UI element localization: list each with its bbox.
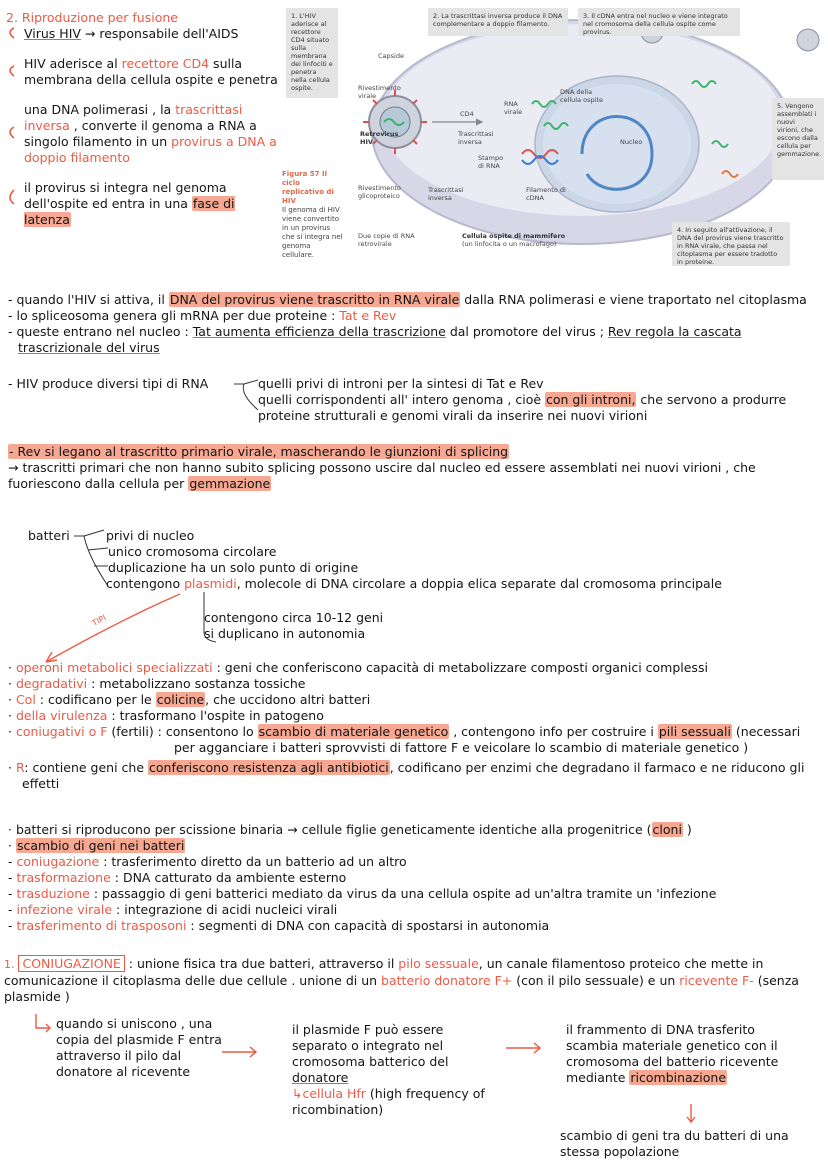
text: donatore xyxy=(292,1070,349,1085)
bacteria-feature-1: privi di nucleo xyxy=(106,528,195,543)
label-cellula-title: Cellula ospite di mammifero xyxy=(462,232,566,240)
label-nucleo: Nucleo xyxy=(620,138,643,146)
label-due-copie: Due copie di RNA retrovirale xyxy=(358,232,415,248)
text: quelli corrispondenti all' intero genoma , cioè xyxy=(258,392,545,407)
bacteria-feature-2: unico cromosoma circolare xyxy=(108,544,277,559)
text: fase di latenza xyxy=(24,196,235,227)
plasmid-arrows xyxy=(30,590,230,670)
repro-line: · batteri si riproducono per scissione binaria → cellule figlie geneticamente identiche alla progenitrice (cloni ) xyxy=(8,822,692,837)
text: R xyxy=(15,760,25,775)
text: sulla membrana della cellula ospite e penetra xyxy=(24,56,278,87)
rna-type-b xyxy=(258,392,818,424)
text: trascrittasi inversa xyxy=(24,102,243,133)
plasmid-prop-1: contengono circa 10-12 geni xyxy=(204,610,384,625)
conj-number: 1. xyxy=(4,958,15,971)
label-riv-glico: Rivestimento glicoproteico xyxy=(358,184,401,200)
virus-name: Virus HIV xyxy=(24,26,81,41)
text: Tat aumenta efficienza della trascrizione xyxy=(192,324,446,339)
text: DNA del provirus viene trascritto in RNA virale xyxy=(169,292,460,307)
down-arrow xyxy=(684,1104,698,1126)
text: HIV aderisce al xyxy=(24,56,122,71)
section-title: Riproduzione per fusione xyxy=(21,10,178,25)
hiv-notes-2 xyxy=(8,444,818,492)
section-heading xyxy=(6,10,281,26)
bacteria-lead: batteri xyxy=(28,528,70,543)
text: (fertili) xyxy=(107,724,154,739)
label-dna-ospite: DNA della cellula ospite xyxy=(560,88,604,104)
text: coniugazione xyxy=(16,854,100,869)
hiv-step-2 xyxy=(24,102,281,166)
text: - lo spliceosoma genera gli mRNA per due proteine : xyxy=(8,308,340,323)
text: : trasformano l'ospite in patogeno xyxy=(107,708,324,723)
conj-step-1: quando si uniscono , una copia del plasmide F entra attraverso il pilo dal donatore al ricevente xyxy=(56,1016,222,1079)
rev-note xyxy=(8,444,818,460)
text: ) xyxy=(682,822,692,837)
bracket-marks xyxy=(2,22,22,262)
text: pilo sessuale xyxy=(398,956,479,971)
text: con gli introni, xyxy=(546,392,636,407)
text: colicine xyxy=(156,692,205,707)
type-col: · Col : codificano per le colicine, che uccidono altri batteri xyxy=(8,692,371,707)
conj-step-3 xyxy=(566,1022,788,1086)
text: → trascritti primari che non hanno subito splicing possono uscire dal nucleo ed essere assemblati nei nuovi virioni , che fuoriescono dalla cellula per xyxy=(8,460,756,491)
label-trascrittasi-2: Trascrittasi inversa xyxy=(428,186,464,202)
label-riv-virale: Rivestimento virale xyxy=(358,84,401,100)
text: - Rev si legano al trascritto primario virale, mascherando le giunzioni di splicing xyxy=(9,444,509,459)
step-1-panel: 1. L'HIV aderisce al recettore CD4 situato sulla membrana dei linfociti e penetra nella cellula ospite. xyxy=(286,8,338,98)
rna-type-a: quelli privi di introni per la sintesi di Tat e Rev xyxy=(258,376,544,391)
figure-caption-title: Figura 57 Il ciclo replicativo di HIV xyxy=(282,170,334,205)
hiv-step-1 xyxy=(24,56,281,88)
text: una DNA polimerasi , la xyxy=(24,102,176,117)
hiv-note-2 xyxy=(8,308,818,324)
figure-caption xyxy=(282,170,344,260)
text: , converte il genoma a RNA a singolo filamento in un xyxy=(24,118,257,149)
hiv-rna-types-lead: - HIV produce diversi tipi di RNA xyxy=(8,376,209,391)
text: degradativi xyxy=(15,676,88,691)
section-number: 2. xyxy=(6,10,18,25)
text: : contiene geni che xyxy=(24,760,148,775)
plasmid-props xyxy=(204,610,504,642)
text: trasduzione xyxy=(16,886,90,901)
hiv-note-3 xyxy=(8,324,818,356)
text: trasferimento di trasposoni xyxy=(16,918,187,933)
text: (high frequency of ricombination) xyxy=(292,1086,485,1117)
text: conferiscono resistenza agli antibiotici xyxy=(149,760,389,775)
text: , un canale filamentoso proteico che mette in comunicazione il citoplasma delle due cellule . unione di un xyxy=(4,956,764,988)
text: : codificano per le xyxy=(35,692,156,707)
text: ricevente F- xyxy=(679,973,754,988)
text: : DNA catturato da ambiente esterno xyxy=(110,870,347,885)
text: : geni che conferiscono capacità di metabolizzare composti organici complessi xyxy=(212,660,708,675)
hiv-step-3 xyxy=(24,180,281,228)
type-r: · R: contiene geni che conferiscono resistenza agli antibiotici, codificano per enzimi che degradano il farmaco e ne riducono gli effetti xyxy=(8,760,805,791)
text: - quando l'HIV si attiva, il xyxy=(8,292,169,307)
plasmid-types xyxy=(8,660,820,792)
text: batterio donatore F+ xyxy=(381,973,513,988)
step-3-panel: 3. Il cDNA entra nel nucleo e viene integrato nel cromosoma della cellula ospite come provirus. xyxy=(578,8,740,36)
conj-step-2 xyxy=(292,1022,488,1118)
label-retrovirus: Retrovirus HIV xyxy=(360,130,399,146)
type-metabolici: · operoni metabolici specializzati : geni che conferiscono capacità di metabolizzare composti organici complessi xyxy=(8,660,708,675)
text: Tat e Rev xyxy=(339,308,397,323)
bacteria-repro xyxy=(8,822,820,934)
label-capside: Capside xyxy=(378,52,404,60)
text: coniugativi o F xyxy=(15,724,108,739)
text: , codificano per enzimi che degradano il farmaco e ne riducono gli effetti xyxy=(22,760,805,791)
hiv-rna-types xyxy=(258,376,818,424)
method-trasformazione: - trasformazione : DNA catturato da ambiente esterno xyxy=(8,870,347,885)
method-trasduzione: - trasduzione : passaggio di geni batterici mediato da virus da una cellula ospite ad un'altra tramite un 'infezione xyxy=(8,886,717,901)
plasmid-prop-2: si duplicano in autonomia xyxy=(204,626,366,641)
text: infezione virale xyxy=(16,902,113,917)
text: batteri si riproducono per scissione binaria → cellule figlie geneticamente identiche alla progenitrice ( xyxy=(15,822,652,837)
label-rna-virale: RNA virale xyxy=(504,100,523,116)
text: gemmazione xyxy=(189,476,271,491)
virus-desc: → responsabile dell'AIDS xyxy=(84,26,239,41)
text: il frammento di DNA trasferito scambia materiale genetico con il cromosoma del batterio ricevente mediante xyxy=(566,1022,779,1085)
text: , che uccidono altri batteri xyxy=(205,692,371,707)
step-5-panel: 5. Vengono assemblati i nuovi virioni, che escono dalla cellula per gemmazione. xyxy=(772,98,824,180)
type-virulenza: · della virulenza : trasformano l'ospite in patogeno xyxy=(8,708,324,723)
label-filamento: Filamento di cDNA xyxy=(526,186,566,202)
bacteria-feature-3: duplicazione ha un solo punto di origine xyxy=(108,560,359,575)
text: il plasmide F può essere separato o integrato nel cromosoma batterico del xyxy=(292,1022,449,1069)
text: , contengono info per costruire i xyxy=(449,724,658,739)
text: (senza plasmide ) xyxy=(4,973,799,1004)
text: operoni metabolici specializzati xyxy=(15,660,213,675)
text: : segmenti di DNA con capacità di spostarsi in autonomia xyxy=(186,918,550,933)
label-cellula xyxy=(462,232,602,248)
type-degradativi: · degradativi : metabolizzano sostanza tossiche xyxy=(8,676,306,691)
top-notes xyxy=(6,10,281,228)
text: recettore CD4 xyxy=(121,56,210,71)
text: della virulenza xyxy=(15,708,108,723)
text: Col xyxy=(15,692,36,707)
text: (con il pilo sessuale) e un xyxy=(512,973,680,988)
text: provirus a DNA a doppio filamento xyxy=(24,134,277,165)
text: : unione fisica tra due batteri, attraverso il xyxy=(124,956,399,971)
hiv-cycle-figure xyxy=(282,4,824,276)
method-trasposoni: - trasferimento di trasposoni : segmenti di DNA con capacità di spostarsi in autonomia xyxy=(8,918,550,933)
label-stampo: Stampo di RNA xyxy=(478,154,504,170)
gemmazione-note xyxy=(8,460,818,492)
text: ↳cellula Hfr xyxy=(292,1086,366,1101)
method-coniugazione: - coniugazione : trasferimento diretto da un batterio ad un altro xyxy=(8,854,407,869)
text: dal promotore del virus ; xyxy=(445,324,608,339)
text: : integrazione di acidi nucleici virali xyxy=(112,902,338,917)
text: che servono a produrre proteine strutturali e genomi virali da inserire nei nuovi virioni xyxy=(258,392,787,423)
text: scambio di materiale genetico xyxy=(258,724,449,739)
conj-title: CONIUGAZIONE xyxy=(18,955,124,972)
bacteria-bracket xyxy=(74,526,110,592)
text: - queste entrano nel nucleo : xyxy=(8,324,193,339)
exchange-line: · scambio di geni nei batteri xyxy=(8,838,185,853)
text: : trasferimento diretto da un batterio ad un altro xyxy=(99,854,407,869)
text: cloni xyxy=(652,822,682,837)
method-infezione: - infezione virale : integrazione di acidi nucleici virali xyxy=(8,902,338,917)
label-cd4: CD4 xyxy=(460,110,474,118)
text: dalla RNA polimerasi e viene traportato nel citoplasma xyxy=(460,292,807,307)
text: : consentono lo xyxy=(153,724,258,739)
text: , molecole di DNA circolare a doppia elica separate dal cromosoma principale xyxy=(236,576,722,591)
text: Rev regola la cascata trascrizionale del virus xyxy=(18,324,742,355)
text: : passaggio di geni batterici mediato da virus da una cellula ospite ad un'altra tramite un 'infezione xyxy=(89,886,717,901)
text: ricombinazione xyxy=(630,1070,727,1085)
text: plasmidi xyxy=(184,576,237,591)
text: pili sessuali xyxy=(658,724,731,739)
label-trascrittasi-1: Trascrittasi inversa xyxy=(458,130,494,146)
hiv-note-1 xyxy=(8,292,818,308)
text: trasformazione xyxy=(16,870,111,885)
hiv-notes xyxy=(8,292,818,356)
step-4-panel: 4. In seguito all'attivazione, il DNA del provirus viene trascritto in RNA virale, che passa nel citoplasma per essere tradotto in proteine. xyxy=(672,222,790,266)
text: (necessari per agganciare i batteri sprovvisti di fattore F e veicolare lo scambio di materiale genetico ) xyxy=(174,724,801,755)
type-coniugativi: · coniugativi o F (fertili) : consentono lo scambio di materiale genetico , contengono info per costruire i pili sessuali (necessari per agganciare i batteri sprovvisti di fattore F e veicolare lo scambio di materiale genetico ) xyxy=(8,724,801,755)
tipi-label: TIPI xyxy=(90,613,108,628)
bacteria-features xyxy=(106,528,816,592)
text: il provirus si integra nel genoma dell'ospite ed entra in una xyxy=(24,180,227,211)
figure-caption-body: Il genoma di HIV viene convertito in un provirus che si integra nel genoma cellulare. xyxy=(282,206,343,259)
text: contengono xyxy=(106,576,185,591)
text: scambio di geni nei batteri xyxy=(16,838,185,853)
step-2-panel: 2. La trascrittasi inversa produce il DNA complementare a doppio filamento. xyxy=(428,8,568,36)
label-cellula-sub: (un linfocita o un macrofago) xyxy=(462,240,557,248)
text: : metabolizzano sostanza tossiche xyxy=(87,676,306,691)
conj-result: scambio di geni tra du batteri di una stessa popolazione xyxy=(560,1128,789,1159)
rna-bracket xyxy=(232,374,260,414)
virus-line xyxy=(24,26,281,42)
conjugation-def xyxy=(4,956,820,1005)
